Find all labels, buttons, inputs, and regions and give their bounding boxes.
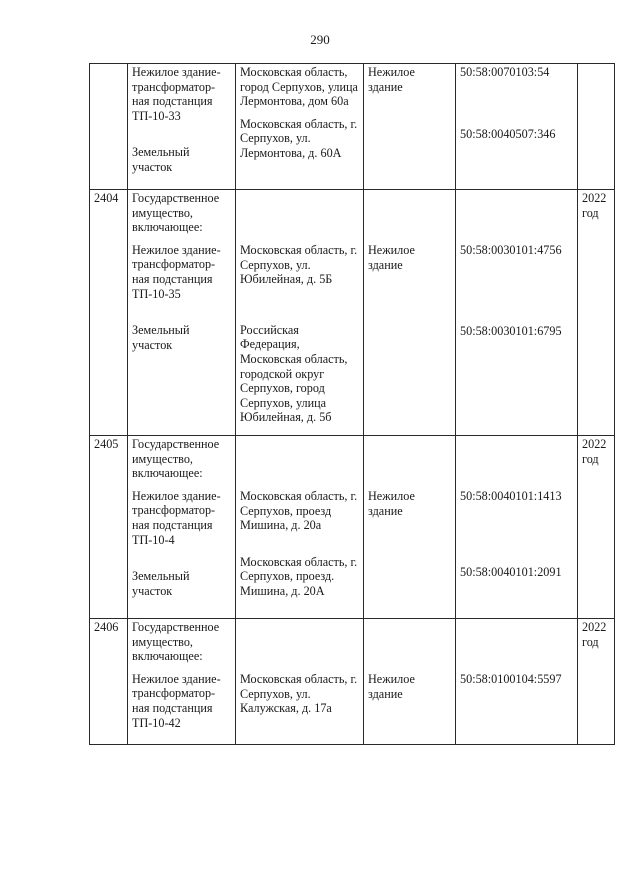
table-row [90,190,615,436]
cadastral-number: 50:58:0040101:2091 [460,564,562,579]
cadastral-cell [456,619,578,745]
row-number-cell [90,64,128,190]
object-address: Российская Федерация, Московская область, городской округ Серпухов, город Серпухов, улица Юбилейная, д. 5б [240,322,348,425]
property-registry-table [89,63,615,745]
object-address: Московская область, г. Серпухов, ул. Лермонтова, д. 60А [240,116,358,160]
object-name-cell [128,436,236,619]
address-cell [236,190,364,436]
cadastral-cell [456,64,578,190]
object-name: Нежилое здание-трансформатор-ная подстанция ТП-10-35 [132,242,221,301]
object-type: Нежилое здание [368,65,415,94]
cadastral-number: 50:58:0100104:5597 [460,672,562,686]
object-name: Земельный участок [132,323,190,352]
page-number: 290 [310,32,330,47]
object-type: Нежилое здание [368,672,415,701]
row-number: 2406 [94,620,119,634]
row-number: 2404 [94,191,119,205]
object-name: Нежилое здание-трансформатор-ная подстанция ТП-10-42 [132,671,221,730]
year-cell [578,619,615,745]
group-header: Государственное имущество, включающее: [132,437,220,481]
cadastral-number: 50:58:0040507:346 [460,126,556,141]
cadastral-number: 50:58:0040101:1413 [460,489,562,503]
year: 2022 год [582,620,607,649]
year: 2022 год [582,191,607,220]
object-name-cell [128,190,236,436]
cadastral-cell [456,436,578,619]
object-name: Земельный участок [132,145,190,174]
object-name-cell [128,64,236,190]
address-cell [236,619,364,745]
object-type: Нежилое здание [368,489,415,518]
object-name-cell [128,619,236,745]
group-header: Государственное имущество, включающее: [132,620,220,664]
cadastral-cell [456,190,578,436]
object-address: Московская область, г. Серпухов, проезд. Мишина, д. 20А [240,554,358,598]
object-address: Московская область, г. Серпухов, ул. Калужская, д. 17а [240,672,358,716]
table-row [90,64,615,190]
object-name: Нежилое здание-трансформатор-ная подстанция ТП-10-4 [132,488,221,547]
year-cell [578,436,615,619]
object-address: Московская область, г. Серпухов, ул. Юбилейная, д. 5Б [240,243,358,287]
cadastral-number: 50:58:0070103:54 [460,65,550,79]
object-type-cell [364,64,456,190]
object-type-cell [364,436,456,619]
row-number: 2405 [94,437,119,451]
year-cell [578,190,615,436]
group-header: Государственное имущество, включающее: [132,191,220,235]
row-number-cell [90,436,128,619]
table-row [90,619,615,745]
object-name: Земельный участок [132,569,190,598]
table-row [90,436,615,619]
row-number-cell [90,190,128,436]
cadastral-number: 50:58:0030101:6795 [460,323,562,338]
address-cell [236,436,364,619]
object-address: Московская область, г. Серпухов, проезд Мишина, д. 20а [240,489,358,533]
object-type-cell [364,190,456,436]
object-type-cell [364,619,456,745]
address-cell [236,64,364,190]
object-type: Нежилое здание [368,243,415,272]
year-cell [578,64,615,190]
year: 2022 год [582,437,607,466]
row-number-cell [90,619,128,745]
object-name: Нежилое здание-трансформатор-ная подстанция ТП-10-33 [132,65,221,123]
cadastral-number: 50:58:0030101:4756 [460,243,562,257]
object-address: Московская область, город Серпухов, улица Лермонтова, дом 60а [240,65,358,109]
